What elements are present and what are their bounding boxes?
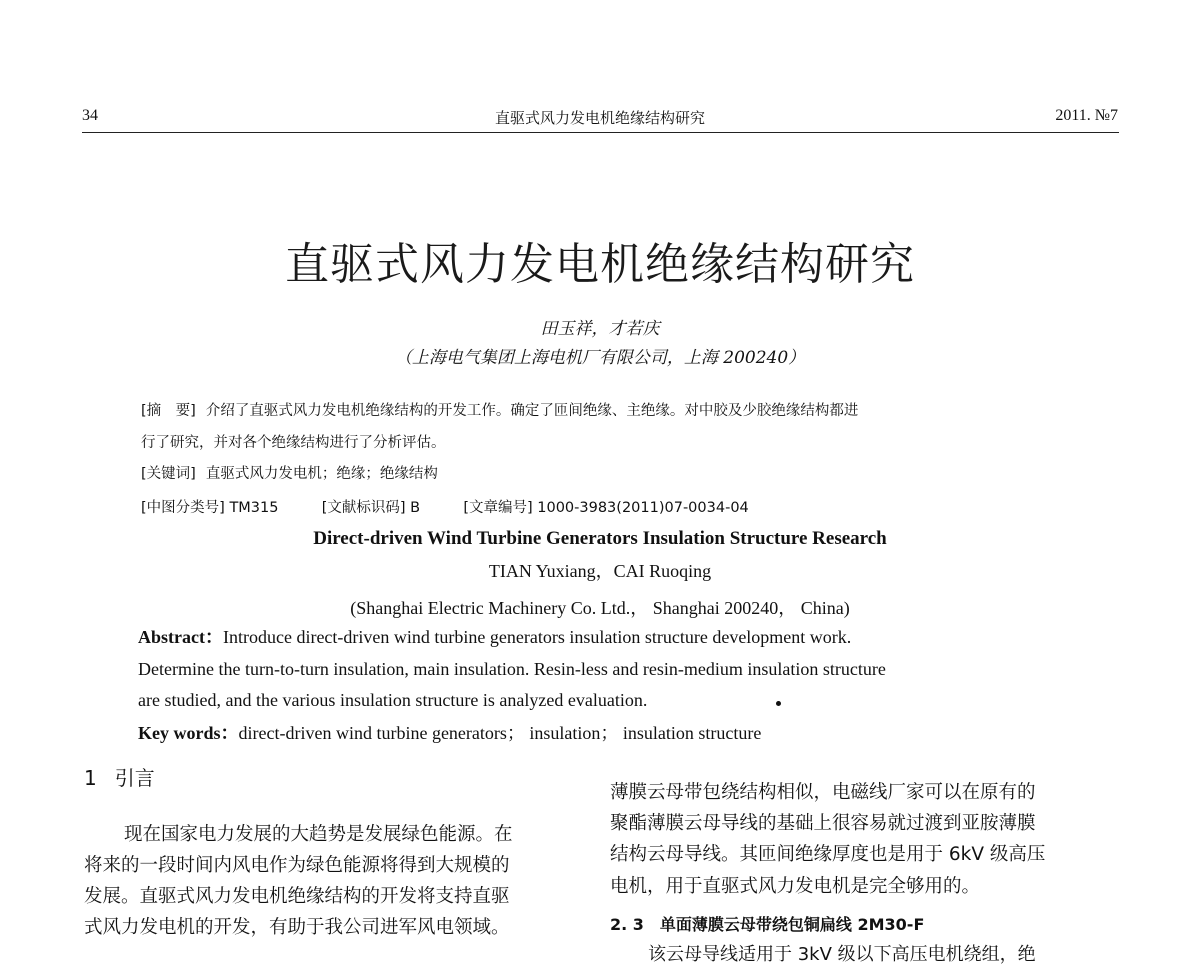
page-number: 34 — [82, 107, 98, 124]
paper-title: 直驱式风力发电机绝缘结构研究 — [285, 239, 915, 290]
doc-code-value: B — [410, 500, 421, 516]
abstract-en-text-1: Introduce direct-driven wind turbine generators insulation structure development work. — [222, 627, 852, 647]
english-affiliation: (Shanghai Electric Machinery Co. Ltd.， Shanghai 200240， China) — [350, 598, 850, 618]
paragraph-line: 聚酯薄膜云母导线的基础上很容易就过渡到亚胺薄膜 — [610, 813, 1036, 834]
abstract-cn-line-1 — [141, 399, 858, 420]
keywords-en-text: direct-driven wind turbine generators； insulation； insulation structure — [238, 723, 762, 743]
paragraph-line: 薄膜云母带包绕结构相似，电磁线厂家可以在原有的 — [610, 782, 1036, 803]
affiliation: （上海电气集团上海电机厂有限公司，上海 200240） — [394, 348, 806, 368]
paragraph-line: 现在国家电力发展的大趋势是发展绿色能源。在 — [124, 824, 513, 845]
english-authors: TIAN Yuxiang，CAI Ruoqing — [488, 561, 712, 581]
abstract-en-label: Abstract： — [138, 627, 223, 647]
scan-dot — [776, 701, 781, 706]
abstract-cn-label: [摘 要] — [141, 403, 196, 419]
paragraph-line: 将来的一段时间内风电作为绿色能源将得到大规模的 — [84, 855, 510, 876]
paragraph-line: 结构云母导线。其匝间绝缘厚度也是用于 6kV 级高压 — [610, 844, 1046, 865]
paragraph-line: 发展。直驱式风力发电机绝缘结构的开发将支持直驱 — [84, 886, 510, 907]
doc-code-label: [文献标识码] — [321, 500, 406, 516]
issue-number: 2011. №7 — [1055, 107, 1118, 124]
abstract-cn-text-1: 介绍了直驱式风力发电机绝缘结构的开发工作。确定了匝间绝缘、主绝缘。对中胶及少胶绝缘结构都进 — [205, 403, 859, 419]
keywords-cn-text: 直驱式风力发电机；绝缘；绝缘结构 — [205, 466, 438, 482]
keywords-cn-label: [关键词] — [141, 466, 196, 482]
clc-label: [中图分类号] — [141, 500, 225, 516]
abstract-cn-text-2: 行了研究，并对各个绝缘结构进行了分析评估。 — [141, 435, 446, 451]
keywords-en-label: Key words： — [138, 723, 239, 743]
section-2-3-heading: 2. 3 单面薄膜云母带绕包铜扁线 2M30-F — [610, 915, 925, 934]
abstract-en-line-1 — [138, 623, 851, 649]
section-1-heading — [84, 762, 155, 791]
abstract-en-text-3: are studied, and the various insulation structure is analyzed evaluation. — [138, 690, 648, 710]
abstract-en-text-2: Determine the turn-to-turn insulation, main insulation. Resin-less and resin-medium insulation structure — [138, 659, 886, 679]
header-rule — [82, 132, 1119, 133]
authors: 田玉祥，才若庆 — [540, 319, 660, 339]
classification-line — [141, 496, 749, 517]
running-title: 直驱式风力发电机绝缘结构研究 — [494, 109, 705, 127]
article-number-value: 1000-3983(2011)07-0034-04 — [537, 500, 749, 516]
keywords-cn — [141, 462, 438, 483]
paragraph-line-cut: 该云母导线适用于 3kV 级以下高压电机绕组，绝 — [648, 944, 1036, 965]
clc-value: TM315 — [229, 500, 279, 516]
paragraph-line: 式风力发电机的开发，有助于我公司进军风电领域。 — [84, 917, 510, 938]
english-title: Direct-driven Wind Turbine Generators Insulation Structure Research — [313, 528, 887, 549]
keywords-en — [138, 719, 761, 745]
paragraph-line: 电机，用于直驱式风力发电机是完全够用的。 — [610, 876, 981, 897]
section-1-title: 引言 — [114, 766, 155, 790]
section-1-number: 1 — [84, 766, 97, 790]
article-number-label: [文章编号] — [463, 500, 533, 516]
